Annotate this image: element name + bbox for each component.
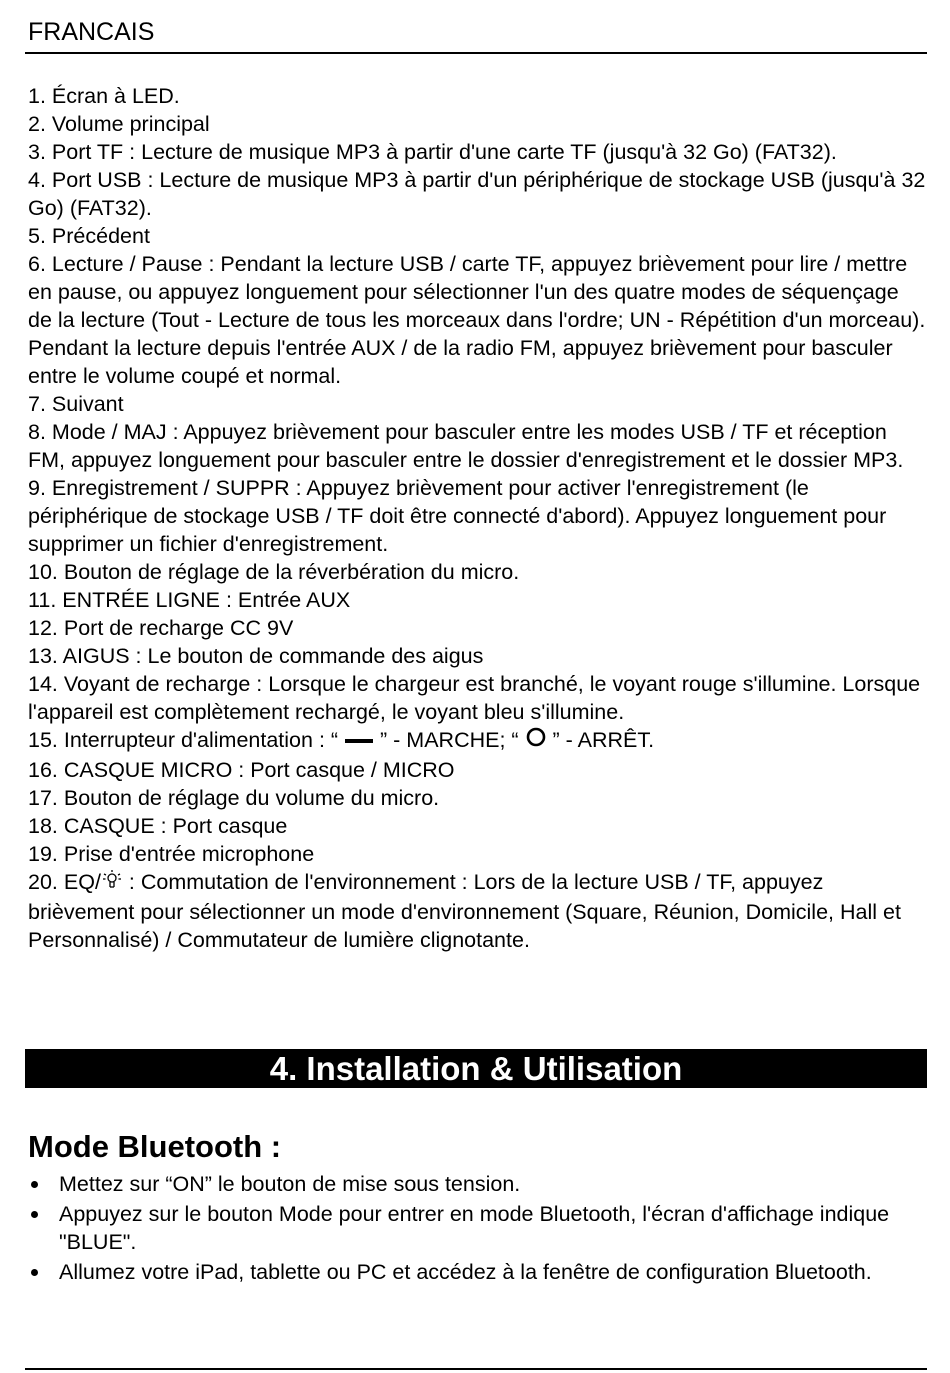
list-item: 4. Port USB : Lecture de musique MP3 à partir d'un périphérique de stockage USB (jusqu'à 32 Go) (FAT32). bbox=[28, 168, 926, 220]
list-item: 8. Mode / MAJ : Appuyez brièvement pour basculer entre les modes USB / TF et réception FM, appuyez longuement pour basculer entre le dossier d'enregistrement et le dossier MP3. bbox=[28, 420, 904, 472]
list-item: 19. Prise d'entrée microphone bbox=[28, 841, 315, 866]
bullet-item bbox=[28, 1200, 928, 1256]
section-title: 4. Installation & Utilisation bbox=[269, 1050, 683, 1087]
power-off-circle-icon bbox=[525, 727, 547, 756]
light-bulb-icon bbox=[101, 869, 123, 898]
list-item: 17. Bouton de réglage du volume du micro. bbox=[28, 785, 440, 810]
bullet-dot-icon bbox=[31, 1211, 38, 1218]
list-item: 12. Port de recharge CC 9V bbox=[28, 616, 294, 640]
bullet-text: Allumez votre iPad, tablette ou PC et accédez à la fenêtre de configuration Bluetooth. bbox=[59, 1260, 872, 1284]
list-item-power-switch bbox=[28, 726, 928, 756]
power-on-dash-icon bbox=[344, 727, 374, 755]
list-item: 9. Enregistrement / SUPPR : Appuyez brièvement pour activer l'enregistrement (le périphérique de stockage USB / TF doit être connecté d'abord). Appuyez longuement pour supprimer un fichier d'enregistrement. bbox=[28, 476, 887, 556]
power-switch-middle: ” - MARCHE; “ bbox=[380, 728, 519, 752]
power-switch-prefix: 15. Interrupteur d'alimentation : “ bbox=[28, 728, 339, 752]
power-switch-suffix: ” - ARRÊT. bbox=[552, 728, 655, 752]
bullet-item bbox=[28, 1170, 928, 1198]
list-item: 18. CASQUE : Port casque bbox=[28, 813, 288, 838]
list-item: 14. Voyant de recharge : Lorsque le chargeur est branché, le voyant rouge s'illumine. Lorsque l'appareil est complètement rechargé, le voyant bleu s'illumine. bbox=[28, 672, 921, 724]
list-item: 3. Port TF : Lecture de musique MP3 à partir d'une carte TF (jusqu'à 32 Go) (FAT32). bbox=[28, 140, 837, 164]
list-item: 10. Bouton de réglage de la réverbération du micro. bbox=[28, 560, 520, 584]
list-item: 7. Suivant bbox=[28, 392, 124, 416]
page-header bbox=[25, 14, 927, 54]
bullet-dot-icon bbox=[31, 1181, 38, 1188]
language-label: FRANCAIS bbox=[28, 18, 155, 46]
list-item: 11. ENTRÉE LIGNE : Entrée AUX bbox=[28, 588, 351, 612]
list-item: 2. Volume principal bbox=[28, 112, 210, 136]
eq-item-text: : Commutation de l'environnement : Lors de la lecture USB / TF, appuyez brièvement pour sélectionner un mode d'environnement (Square, Réunion, Domicile, Hall et Personnalisé) / Commutateur de lumière clignotante. bbox=[28, 869, 901, 952]
list-item: 13. AIGUS : Le bouton de commande des aigus bbox=[28, 644, 484, 668]
bullet-text: Appuyez sur le bouton Mode pour entrer en mode Bluetooth, l'écran d'affichage indique "BLUE". bbox=[59, 1202, 890, 1254]
bluetooth-mode-heading: Mode Bluetooth : bbox=[28, 1129, 282, 1164]
footer-divider bbox=[25, 1368, 927, 1370]
bullet-text: Mettez sur “ON” le bouton de mise sous tension. bbox=[59, 1172, 521, 1196]
eq-item-prefix: 20. bbox=[28, 869, 64, 894]
list-item: 1. Écran à LED. bbox=[28, 84, 180, 108]
component-list bbox=[28, 82, 928, 954]
eq-label: EQ/ bbox=[63, 869, 101, 894]
list-item: 16. CASQUE MICRO : Port casque / MICRO bbox=[28, 757, 455, 782]
list-item: 6. Lecture / Pause : Pendant la lecture USB / carte TF, appuyez brièvement pour lire / mettre en pause, ou appuyez longuement pour sélectionner l'un des quatre modes de séquençage de la lecture (Tout - Lecture de tous les morceaux dans l'ordre; UN - Répétition d'un morceau). Pendant la lecture depuis l'entrée AUX / de la radio FM, appuyez brièvement pour basculer entre le volume coupé et normal. bbox=[28, 252, 926, 388]
bullet-item bbox=[28, 1258, 928, 1286]
list-item-eq bbox=[28, 868, 928, 954]
list-item: 5. Précédent bbox=[28, 224, 150, 248]
section-heading-bar bbox=[25, 1049, 927, 1088]
bullet-dot-icon bbox=[31, 1269, 38, 1276]
bluetooth-steps bbox=[28, 1170, 928, 1288]
